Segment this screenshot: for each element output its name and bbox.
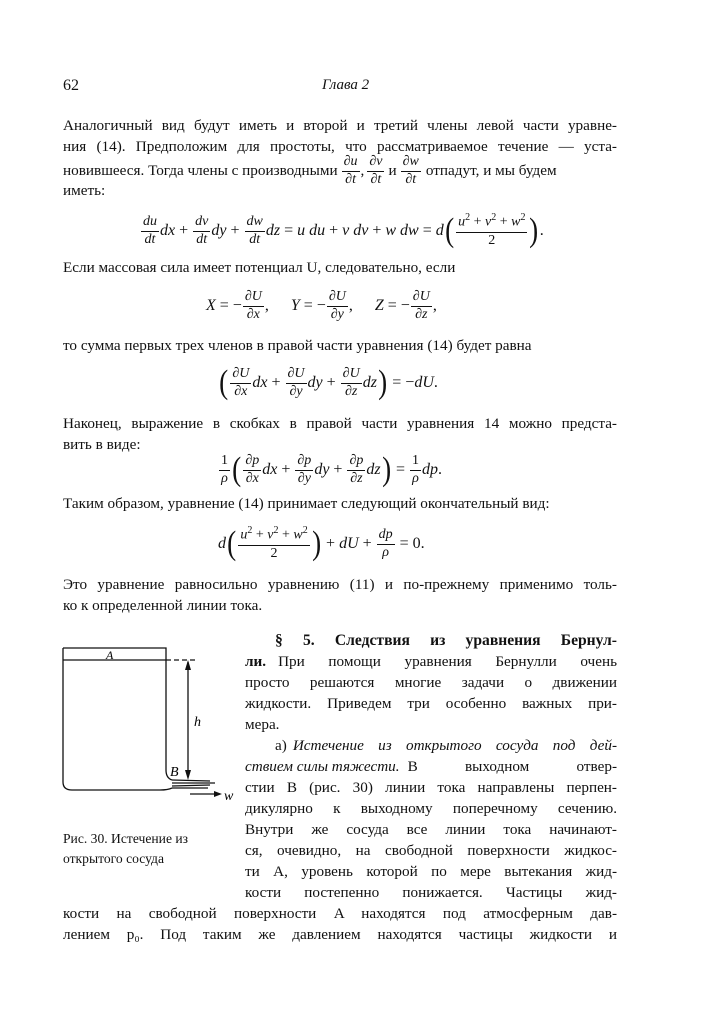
full-line2: лением p₀. Под таким же давлением находятся частицы жидкости и <box>63 926 617 943</box>
equation-2: X = − $\frac{\partial U}{\partial x}$ , Y = − $\frac{\partial U}{\partial y}$ , Z = − $\frac{\partial U}{\partial z}$ , <box>206 288 437 322</box>
section-text-line3: жидкости. Приведем три особенно важных при- <box>245 695 617 712</box>
body-line5: ти A, уровень которой по мере вытекания жид- <box>245 863 617 880</box>
section-heading-line2: ли. <box>245 653 267 670</box>
para1-and: и <box>388 162 397 179</box>
equation-1: $\frac{du}{dt}$ dx + $\frac{dv}{dt}$ dy + $\frac{dw}{dt}$ dz = u du + v dv + w dw = d ( $\frac{u^2 + v^2 + w^2}{2}$ ) . <box>143 212 544 249</box>
item-a-italic-1: Истечение из открытого сосуда под дей- <box>292 737 617 754</box>
para1-line3-end: отпадут, и мы будем <box>425 162 557 179</box>
label-B: B <box>170 765 179 780</box>
item-a-line1 <box>275 735 617 756</box>
para1-line1: Аналогичный вид будут иметь и второй и третий члены левой части уравне- <box>63 117 617 134</box>
section-line2 <box>245 651 617 672</box>
figure-caption-line2: открытого сосуда <box>63 851 164 866</box>
label-A: A <box>106 648 114 662</box>
label-h: h <box>194 715 201 730</box>
para5: Таким образом, уравнение (14) принимает следующий окончательный вид: <box>63 495 550 512</box>
para6-line1: Это уравнение равносильно уравнению (11) и по-прежнему применимо толь- <box>63 576 617 593</box>
item-a-line2 <box>245 756 617 777</box>
equation-4: $\frac{1}{\rho}$ ( $\frac{\partial p}{\partial x}$ dx + $\frac{\partial p}{\partial y}$ dy + $\frac{\partial p}{\partial z}$ dz ) = $\frac{1}{\rho}$ dp . <box>221 451 442 488</box>
para4-line2: вить в виде: <box>63 436 141 453</box>
figure-caption-line1: Рис. 30. Истечение из <box>63 831 189 846</box>
body-line4: ся, очевидно, на свободной поверхности жидкос- <box>245 842 617 859</box>
para2: Если массовая сила имеет потенциал U, следовательно, если <box>63 259 456 276</box>
page-number: 62 <box>63 77 79 94</box>
chapter-title: Глава 2 <box>322 77 370 93</box>
section-text-line4: мера. <box>245 716 280 733</box>
para6-line2: ко к определенной линии тока. <box>63 597 263 614</box>
body-line3: Внутри же сосуда все линии тока начинают- <box>245 821 617 838</box>
para1-line3-start: новившееся. Тогда члены с производными <box>63 162 338 179</box>
equation-5: d ( $\frac{u^2 + v^2 + w^2}{2}$ ) + dU + $\frac{dp}{\rho}$ = 0. <box>218 525 425 562</box>
body-line6: кости постепенно понижается. Частицы жид- <box>245 884 617 901</box>
full-line1: кости на свободной поверхности A находятся под атмосферным дав- <box>63 905 617 922</box>
frac-dv-dt: $\frac{\partial v}{\partial t}$ <box>369 153 383 187</box>
section-text-line2: просто решаются многие задачи о движении <box>245 674 617 691</box>
body-line1: стии B (рис. 30) линии тока направлены перпен- <box>245 779 617 796</box>
section-text-line1: При помощи уравнения Бернулли очень <box>278 653 617 670</box>
frac-du-dt: $\frac{\partial u}{\partial t}$ <box>343 153 358 187</box>
section-heading-line1: § 5. Следствия из уравнения Бернул- <box>275 632 617 649</box>
frac-dw-dt: $\frac{\partial w}{\partial t}$ <box>402 153 419 187</box>
para1-line2: ния (14). Предположим для простоты, что рассматриваемое течение — уста- <box>63 138 617 155</box>
item-a-rest-2: В выходном отвер- <box>407 758 617 775</box>
body-line2: дикулярно к выходному поперечному сечению. <box>245 800 617 817</box>
para4-line1: Наконец, выражение в скобках в правой части уравнения 14 можно предста- <box>63 415 617 432</box>
label-w: w <box>224 789 234 804</box>
item-a-label: а) <box>275 737 287 754</box>
item-a-italic-2: ствием силы тяжести. <box>245 758 400 775</box>
figure-30-vessel <box>60 640 250 815</box>
para1-line3: новившееся. Тогда члены с производными $\frac{\partial u}{\partial t}$ , $\frac{\partial v}{\partial t}$ и $\frac{\partial w}{\partial t}$ отпадут, и мы будем <box>63 153 557 187</box>
para3: то сумма первых трех членов в правой части уравнения (14) будет равна <box>63 337 532 354</box>
equation-3: ( $\frac{\partial U}{\partial x}$ dx + $\frac{\partial U}{\partial y}$ dy + $\frac{\partial U}{\partial z}$ dz ) = − dU . <box>219 364 438 401</box>
para1-line4: иметь: <box>63 182 106 199</box>
